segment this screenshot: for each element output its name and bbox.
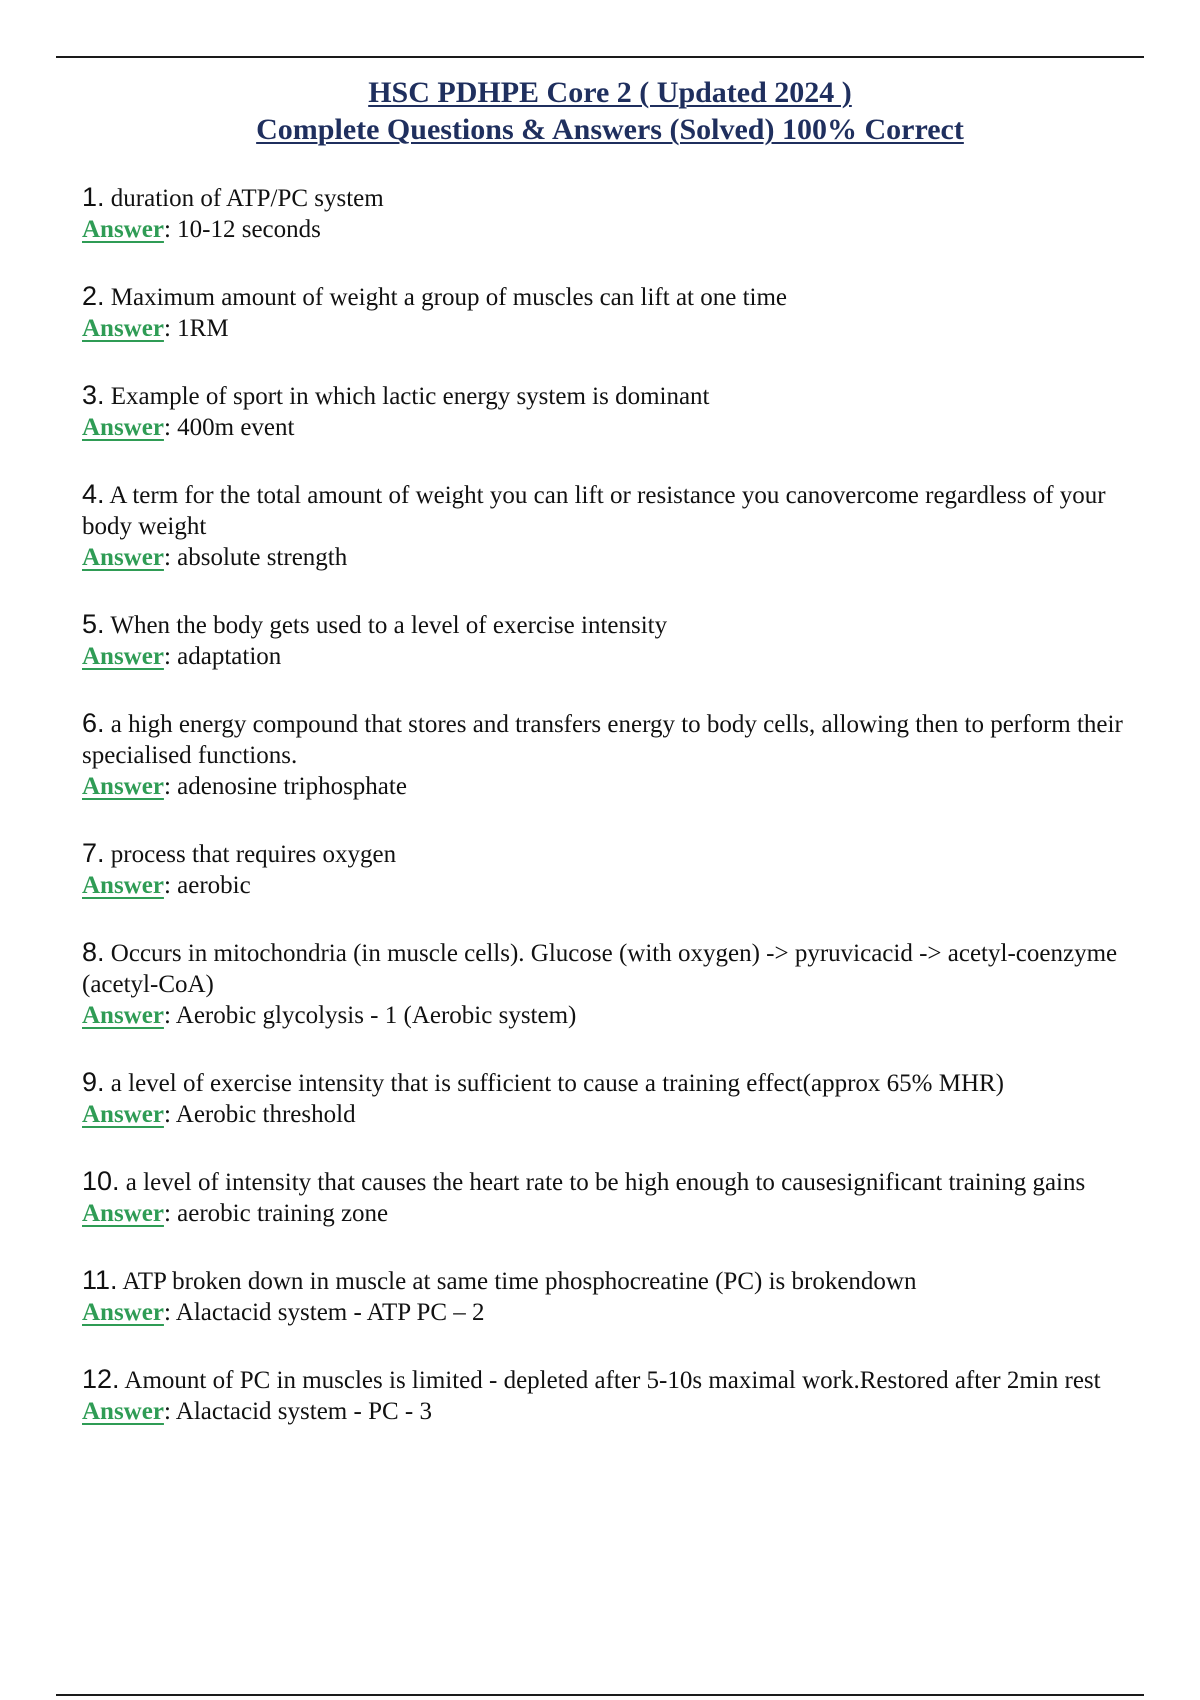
answer-text: aerobic training zone	[177, 1200, 389, 1227]
qa-item-10	[82, 1166, 1152, 1229]
answer-label: Answer	[82, 544, 164, 571]
question-text: a high energy compound that stores and transfers energy to body cells, allowing then to perform their specialised functions.	[82, 711, 1123, 769]
answer-label: Answer	[82, 315, 164, 342]
question-number: 7.	[82, 838, 105, 868]
qa-item-11	[82, 1265, 1152, 1328]
answer-9	[82, 1099, 1152, 1130]
answer-10	[82, 1198, 1152, 1229]
question-2	[82, 281, 1152, 313]
question-number: 1.	[82, 182, 105, 212]
answer-text: 1RM	[177, 315, 229, 342]
question-3	[82, 380, 1152, 412]
answer-label: Answer	[82, 216, 164, 243]
answer-text: adaptation	[177, 643, 282, 670]
answer-6	[82, 771, 1152, 802]
answer-separator: :	[163, 1002, 176, 1029]
question-text: Example of sport in which lactic energy system is dominant	[110, 383, 710, 410]
answer-separator: :	[163, 1398, 176, 1425]
qa-item-1	[82, 182, 1152, 245]
answer-label: Answer	[82, 872, 164, 899]
question-8	[82, 937, 1152, 1000]
answer-separator: :	[163, 643, 178, 670]
answer-separator: :	[163, 872, 178, 899]
answer-separator: :	[163, 544, 178, 571]
answer-4	[82, 542, 1152, 573]
qa-item-4	[82, 479, 1152, 573]
top-rule	[56, 56, 1144, 58]
title-line-1: HSC PDHPE Core 2 ( Updated 2024 )	[368, 76, 852, 109]
qa-item-9	[82, 1067, 1152, 1130]
question-text: Occurs in mitochondria (in muscle cells). Glucose (with oxygen) -> pyruvicacid -> acetyl-coenzyme (acetyl-CoA)	[82, 940, 1118, 998]
answer-text: adenosine triphosphate	[177, 773, 407, 800]
question-number: 5.	[82, 609, 105, 639]
answer-separator: :	[163, 414, 178, 441]
answer-label: Answer	[82, 773, 164, 800]
question-6	[82, 708, 1152, 771]
answer-separator: :	[163, 216, 178, 243]
qa-item-5	[82, 609, 1152, 672]
bottom-rule	[56, 1694, 1144, 1696]
answer-3	[82, 412, 1152, 443]
question-text: a level of intensity that causes the heart rate to be high enough to causesignificant training gains	[125, 1169, 1086, 1196]
question-number: 8.	[82, 937, 105, 967]
answer-text: 10-12 seconds	[177, 216, 321, 243]
answer-text: Alactacid system - ATP PC – 2	[175, 1299, 485, 1326]
qa-item-3	[82, 380, 1152, 443]
answer-2	[82, 313, 1152, 344]
question-9	[82, 1067, 1152, 1099]
answer-12	[82, 1396, 1152, 1427]
question-text: Amount of PC in muscles is limited - depleted after 5-10s maximal work.Restored after 2min rest	[124, 1367, 1101, 1394]
qa-item-8	[82, 937, 1152, 1031]
answer-label: Answer	[82, 1002, 164, 1029]
question-7	[82, 838, 1152, 870]
answer-11	[82, 1297, 1152, 1328]
question-1	[82, 182, 1152, 214]
question-text: When the body gets used to a level of exercise intensity	[110, 612, 668, 639]
question-number: 12.	[82, 1364, 120, 1394]
answer-label: Answer	[82, 1101, 164, 1128]
answer-separator: :	[163, 1200, 178, 1227]
answer-5	[82, 641, 1152, 672]
question-text: A term for the total amount of weight you can lift or resistance you canovercome regardless of your body weight	[82, 482, 1106, 540]
question-text: ATP broken down in muscle at same time phosphocreatine (PC) is brokendown	[122, 1268, 917, 1295]
question-text: Maximum amount of weight a group of muscles can lift at one time	[110, 284, 788, 311]
answer-text: Alactacid system - PC - 3	[175, 1398, 432, 1425]
question-number: 11.	[82, 1265, 118, 1295]
answer-1	[82, 214, 1152, 245]
question-5	[82, 609, 1152, 641]
question-number: 10.	[82, 1166, 120, 1196]
answer-separator: :	[163, 1299, 176, 1326]
qa-item-7	[82, 838, 1152, 901]
question-11	[82, 1265, 1152, 1297]
question-10	[82, 1166, 1152, 1198]
question-12	[82, 1364, 1152, 1396]
answer-separator: :	[163, 1101, 176, 1128]
answer-separator: :	[163, 315, 178, 342]
answer-label: Answer	[82, 1398, 164, 1425]
qa-item-6	[82, 708, 1152, 802]
question-4	[82, 479, 1152, 542]
answer-8	[82, 1000, 1152, 1031]
question-number: 2.	[82, 281, 105, 311]
qa-list	[82, 182, 1152, 1427]
answer-label: Answer	[82, 414, 164, 441]
answer-label: Answer	[82, 1200, 164, 1227]
document-title	[0, 74, 1200, 148]
answer-text: Aerobic threshold	[175, 1101, 356, 1128]
answer-separator: :	[163, 773, 178, 800]
answer-text: absolute strength	[177, 544, 348, 571]
title-line-2: Complete Questions & Answers (Solved) 100% Correct	[256, 113, 964, 146]
answer-label: Answer	[82, 643, 164, 670]
question-number: 3.	[82, 380, 105, 410]
answer-label: Answer	[82, 1299, 164, 1326]
question-number: 6.	[82, 708, 105, 738]
answer-text: Aerobic glycolysis - 1 (Aerobic system)	[175, 1002, 577, 1029]
question-text: process that requires oxygen	[110, 841, 397, 868]
answer-7	[82, 870, 1152, 901]
answer-text: 400m event	[177, 414, 295, 441]
question-number: 9.	[82, 1067, 105, 1097]
qa-item-2	[82, 281, 1152, 344]
question-text: a level of exercise intensity that is sufficient to cause a training effect(approx 65% MHR)	[110, 1070, 1005, 1097]
question-number: 4.	[82, 479, 105, 509]
qa-item-12	[82, 1364, 1152, 1427]
question-text: duration of ATP/PC system	[110, 185, 384, 212]
answer-text: aerobic	[177, 872, 251, 899]
